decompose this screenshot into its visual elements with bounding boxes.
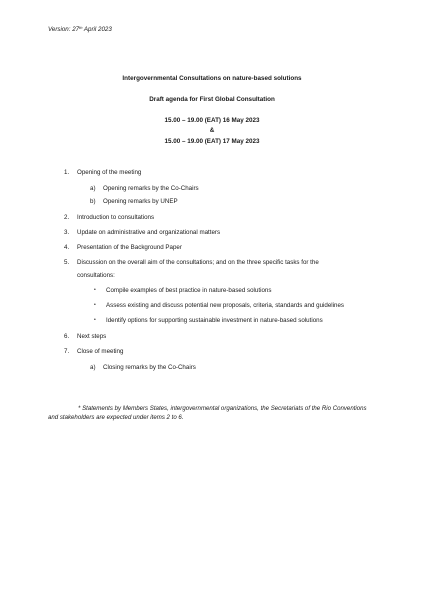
item-text: Introduction to consultations: [77, 214, 155, 221]
bullet-text: Compile examples of best practice in nature-based solutions: [106, 287, 272, 294]
item-number: 2.: [64, 214, 70, 221]
version-suffix: April 2023: [82, 26, 112, 33]
subitem-letter: a): [90, 364, 96, 371]
date-line-1: 15.00 – 19.00 (EAT) 16 May 2023: [164, 117, 260, 124]
date-line-2: 15.00 – 19.00 (EAT) 17 May 2023: [164, 138, 260, 145]
subitem-text: Opening remarks by UNEP: [103, 198, 178, 205]
bullet-text: Assess existing and discuss potential new proposals, criteria, standards and guidelines: [106, 302, 345, 309]
item-text: Presentation of the Background Paper: [77, 244, 182, 251]
item-text: Next steps: [77, 333, 107, 340]
bullet-text: Identify options for supporting sustainable investment in nature-based solutions: [106, 317, 323, 324]
subitem-letter: a): [90, 185, 96, 192]
item-number: 4.: [64, 244, 70, 251]
item-text: Update on administrative and organizational matters: [77, 229, 221, 236]
item-text: Close of meeting: [77, 348, 124, 355]
item-number: 3.: [64, 229, 70, 236]
document-title: Intergovernmental Consultations on nature-based solutions: [122, 75, 302, 82]
item-number: 1.: [64, 169, 70, 176]
version-superscript: th: [79, 25, 83, 30]
version-line: [48, 25, 112, 34]
date-ampersand: &: [209, 127, 215, 134]
bullet-icon: •: [94, 317, 96, 323]
document-subtitle: Draft agenda for First Global Consultation: [149, 96, 275, 103]
item-text: Discussion on the overall aim of the consultations; and on the three specific tasks for the: [77, 259, 319, 266]
subitem-letter: b): [90, 198, 96, 205]
subitem-text: Closing remarks by the Co-Chairs: [103, 364, 196, 371]
item-text: Opening of the meeting: [77, 169, 142, 176]
item-number: 5.: [64, 259, 70, 266]
bullet-icon: •: [94, 287, 96, 293]
item-number: 7.: [64, 348, 70, 355]
item-number: 6.: [64, 333, 70, 340]
item-text: consultations:: [77, 272, 115, 279]
version-prefix: Version: 27: [48, 26, 80, 33]
footnote: * Statements by Members States, intergovernmental organizations, the Secretariats of the Rio Conventions and stakeholders are expected under items 2 to 6.: [48, 405, 367, 422]
bullet-icon: •: [94, 302, 96, 308]
subitem-text: Opening remarks by the Co-Chairs: [103, 185, 199, 192]
